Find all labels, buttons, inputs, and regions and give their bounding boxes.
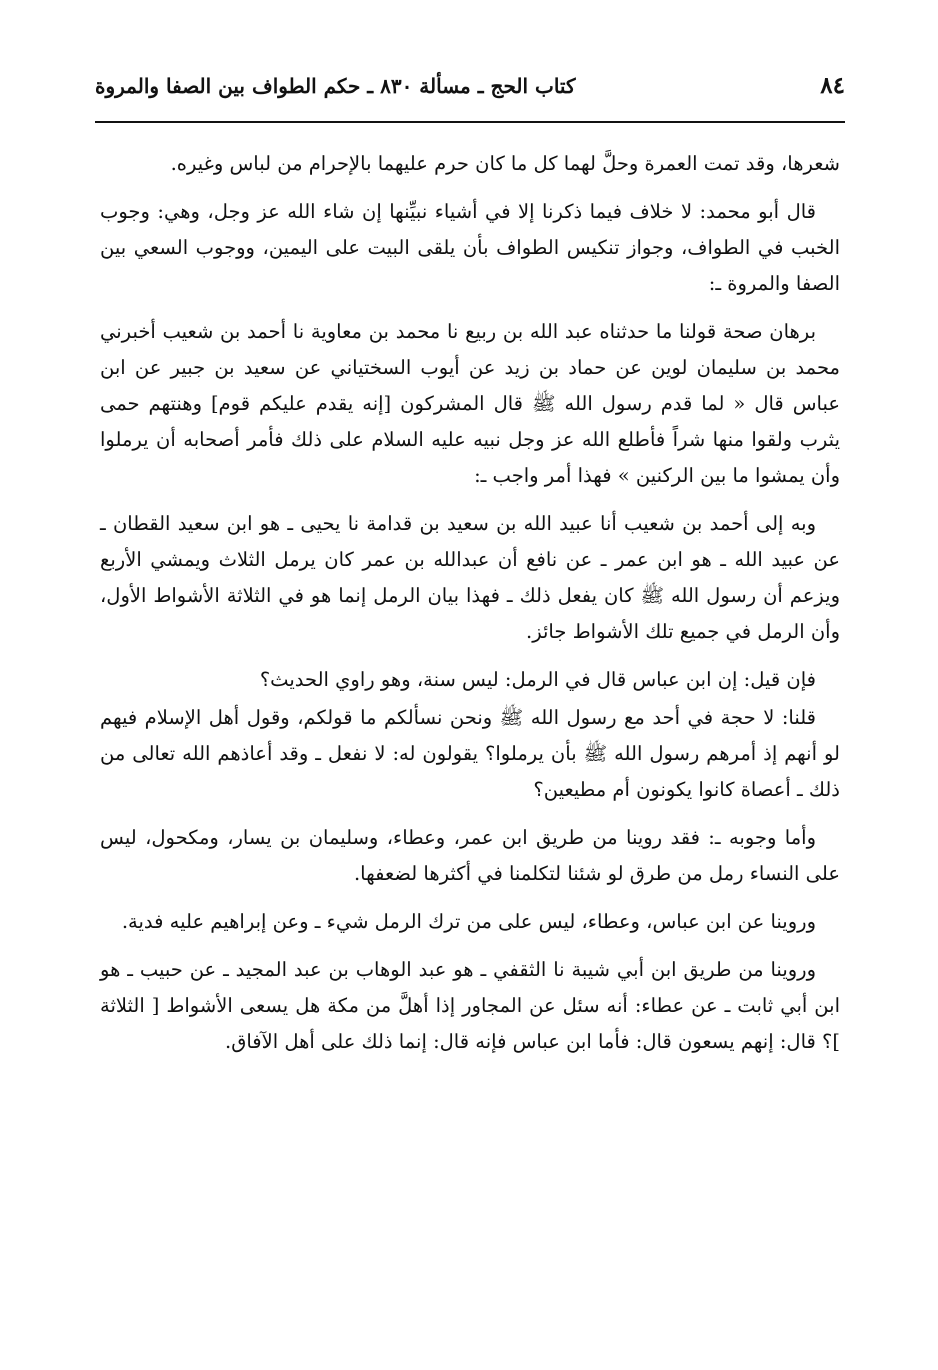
paragraph: وبه إلى أحمد بن شعيب أنا عبيد الله بن سعيد بن قدامة نا يحيى ـ هو ابن سعيد القطان ـ عن عبيد الله ـ هو ابن عمر ـ عن نافع أن عبدالله بن عمر كان يرمل الثلاث ويمشي الأربع ويزعم أن رسول الله ﷺ كان يفعل ذلك ـ فهذا بيان الرمل إنما هو في الثلاثة الأشواط الأول، وأن الرمل في جميع تلك الأشواط جائز. [100, 512, 840, 643]
paragraph: فإن قيل: إن ابن عباس قال في الرمل: ليس سنة، وهو راوي الحديث؟ [259, 668, 816, 691]
header-rule [95, 121, 845, 123]
paragraph: وأما وجوبه ـ: فقد روينا من طريق ابن عمر، وعطاء، وسليمان بن يسار، ومكحول، ليس على النساء رمل من طرق لو شئنا لتكلمنا في أكثرها لضعفها. [100, 826, 840, 885]
paragraph: وروينا عن ابن عباس، وعطاء، ليس على من ترك الرمل شيء ـ وعن إبراهيم عليه فدية. [121, 910, 816, 933]
page-number: ٨٤ [820, 72, 845, 99]
page-header [95, 66, 845, 112]
paragraph: برهان صحة قولنا ما حدثناه عبد الله بن ربيع نا محمد بن معاوية نا أحمد بن شعيب أخبرني محمد بن سليمان لوين عن حماد بن زيد عن أيوب السختياني عن سعيد بن جبير عن ابن عباس قال « لما قدم رسول الله ﷺ قال المشركون [إنه يقدم عليكم قوم] وهنتهم حمى يثرب ولقوا منها شراً فأطلع الله عز وجل نبيه عليه السلام على ذلك فأمر أصحابه أن يرملوا وأن يمشوا ما بين الركنين » فهذا أمر واجب ـ: [100, 320, 840, 487]
running-title: كتاب الحج ـ مسألة ٨٣٠ ـ حكم الطواف بين الصفا والمروة [95, 74, 576, 98]
paragraph: وروينا من طريق ابن أبي شيبة نا الثقفي ـ هو عبد الوهاب بن عبد المجيد ـ عن حبيب ـ هو ابن أبي ثابت ـ عن عطاء: أنه سئل عن المجاور إذا أهلَّ من مكة هل يسعى الأشواط [ الثلاثة ]؟ قال: إنهم يسعون قال: فأما ابن عباس فإنه قال: إنما ذلك على أهل الآفاق. [100, 958, 840, 1053]
paragraph: قال أبو محمد: لا خلاف فيما ذكرنا إلا في أشياء نبيِّنها إن شاء الله عز وجل، وهي: وجوب الخبب في الطواف، وجواز تنكيس الطواف بأن يلقى البيت على اليمين، ووجوب السعي بين الصفا والمروة ـ: [100, 200, 840, 295]
page-body [100, 146, 840, 1072]
paragraph: قلنا: لا حجة في أحد مع رسول الله ﷺ ونحن نسألكم ما قولكم، وقول أهل الإسلام فيهم لو أنهم إذ أمرهم رسول الله ﷺ بأن يرملوا؟ يقولون له: لا نفعل ـ وقد أعاذهم الله تعالى من ذلك ـ أعصاة كانوا يكونون أم مطيعين؟ [100, 706, 840, 801]
paragraph: شعرها، وقد تمت العمرة وحلَّ لهما كل ما كان حرم عليهما بالإحرام من لباس وغيره. [170, 152, 840, 175]
